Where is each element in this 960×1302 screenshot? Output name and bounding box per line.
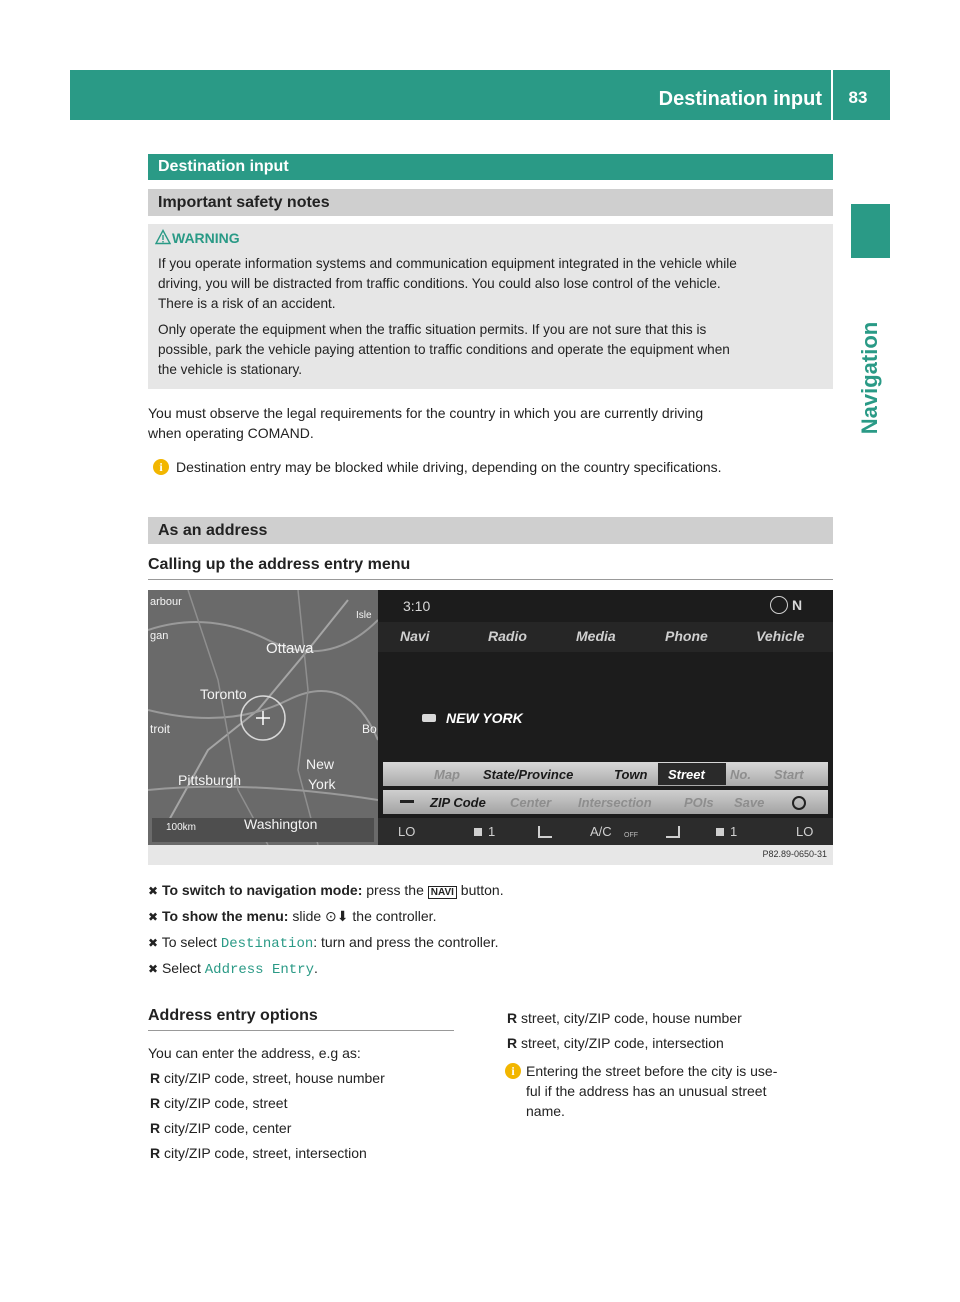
options-intro: You can enter the address, e.g as: [148,1045,361,1061]
step-bold: To show the menu: [161,908,289,924]
tab-phone[interactable]: Phone [665,628,708,644]
safety-heading [148,189,833,216]
list-item-text: city/ZIP code, street [164,1095,288,1111]
bullet: R [507,1010,518,1026]
climate-ac: A/C [590,824,612,839]
map-label: Toronto [200,686,247,702]
search-icon[interactable] [792,796,806,810]
info-icon: i [153,459,169,475]
menu-save[interactable]: Save [734,795,765,810]
step-code: Address Entry [204,962,314,978]
bullet: R [150,1070,161,1086]
map-label: Ottawa [266,640,314,657]
warning-title: WARNING [172,230,240,246]
step-item [148,906,838,932]
warning-line: possible, park the vehicle paying attention to traffic conditions and operate the equipment when [158,342,730,357]
section-heading [148,154,833,180]
map-label: York [308,776,336,792]
right-option-list [507,1008,837,1058]
step-list [148,880,838,984]
tab-media[interactable]: Media [576,628,616,644]
step-item [148,880,838,906]
airflow-icon [666,826,680,838]
map-label: Bo [362,722,377,736]
fan-icon [716,828,724,836]
navi-key-icon: NAVI [428,886,457,899]
compass-icon [770,596,788,614]
map-panel [148,590,378,845]
menu-state-province[interactable]: State/Province [483,767,574,782]
side-chapter-label [852,258,888,498]
menu-street[interactable]: Street [668,767,705,782]
bullet: R [150,1120,161,1136]
step-arrow-icon: ✖ [148,962,159,976]
info-line: ful if the address has an unusual street [526,1083,767,1099]
step-text: Select [161,960,205,976]
map-label: New [306,756,335,772]
map-label: Washington [244,816,318,832]
step-arrow-icon: ✖ [148,936,159,950]
subheading-rule [148,579,833,580]
warning-line: Only operate the equipment when the traffic situation permits. If you are not sure that this is [158,322,707,337]
header-title: Destination input [658,88,822,110]
safety-heading-text: Important safety notes [158,194,330,211]
step-item [148,958,838,984]
options-heading: Address entry options [148,1007,318,1024]
step-text: button. [456,882,504,898]
figure-code: P82.89-0650-31 [762,849,827,859]
map-scale: 100km [166,822,197,833]
comand-display [378,590,833,845]
climate-ac-off: OFF [624,832,638,839]
map-roads [148,590,378,845]
step-bold: To switch to navigation mode: [161,882,363,898]
menu-number[interactable]: No. [730,767,751,782]
step-text: . [313,960,318,976]
comand-screen-figure [148,590,833,865]
bullet: R [150,1145,161,1161]
options-rule [148,1030,454,1031]
warning-line: the vehicle is stationary. [158,362,303,377]
climate-right-temp: LO [796,824,814,839]
step-item [148,932,838,958]
list-item [150,1068,460,1093]
step-arrow-icon: ✖ [148,884,159,898]
list-item [507,1008,837,1033]
list-item-text: city/ZIP code, street, intersection [164,1145,367,1161]
step-text: : turn and press the controller. [313,934,499,950]
warning-paragraph-2 [158,320,830,380]
info-line: Entering the street before the city is use- [526,1063,778,1079]
warning-line: There is a risk of an accident. [158,296,336,311]
menu-map[interactable]: Map [434,767,460,782]
figure-footer [148,845,833,865]
info-line: name. [526,1103,565,1119]
list-item [150,1143,460,1168]
compass-heading: N [792,597,803,613]
menu-town[interactable]: Town [614,767,648,782]
airflow-icon [538,826,552,838]
options-info-note [526,1061,836,1121]
menu-start[interactable]: Start [774,767,804,782]
tab-vehicle[interactable]: Vehicle [756,628,805,644]
step-text: slide [288,908,326,924]
address-heading [148,517,833,544]
warning-triangle-icon [155,229,171,245]
info-note: Destination entry may be blocked while driving, depending on the country specifications. [176,459,722,475]
step-text: the controller. [348,908,437,924]
address-heading-text: As an address [158,522,268,539]
warning-line: driving, you will be distracted from traffic conditions. You could also lose control of the vehicle. [158,276,721,291]
tab-radio[interactable]: Radio [488,628,527,644]
legal-line: You must observe the legal requirements for the country in which you are currently driving [148,405,704,421]
map-label: gan [150,630,169,642]
address-subheading: Calling up the address entry menu [148,556,411,573]
list-item-text: street, city/ZIP code, intersection [521,1035,724,1051]
list-item [150,1118,460,1143]
side-tab-marker [851,204,890,258]
step-text: To select [161,934,221,950]
controller-icon: ⊙⬇ [325,908,349,924]
list-item-text: city/ZIP code, center [164,1120,292,1136]
step-code: Destination [220,936,314,952]
list-item [507,1033,837,1058]
left-option-list [150,1068,460,1168]
step-arrow-icon: ✖ [148,910,159,924]
legal-paragraph [148,403,838,443]
chapter-label-text: Navigation [857,321,882,435]
warning-paragraph-1 [158,254,830,314]
warning-line: If you operate information systems and communication equipment integrated in the vehicle while [158,256,737,271]
menu-center[interactable]: Center [510,795,552,810]
list-item-text: city/ZIP code, street, house number [164,1070,385,1086]
climate-left-fan: 1 [488,824,496,839]
clock: 3:10 [403,598,431,614]
destination-flag-icon [422,714,436,722]
map-label: Pittsburgh [178,772,242,788]
back-arrow-icon[interactable] [400,800,414,803]
menu-intersection[interactable]: Intersection [578,795,652,810]
destination-name: NEW YORK [446,710,523,726]
tab-navi[interactable]: Navi [400,628,430,644]
menu-zip-code[interactable]: ZIP Code [430,795,486,810]
legal-line: when operating COMAND. [148,425,314,441]
header-divider [831,70,833,120]
section-title: Destination input [158,158,289,175]
climate-right-fan: 1 [730,824,738,839]
fan-icon [474,828,482,836]
step-text: press the [362,882,428,898]
list-item [150,1093,460,1118]
map-label: Isle [356,610,372,621]
list-item-text: street, city/ZIP code, house number [521,1010,742,1026]
page-number: 83 [848,88,868,107]
menu-pois[interactable]: POIs [684,795,714,810]
bullet: R [507,1035,518,1051]
bullet: R [150,1095,161,1111]
info-icon: i [505,1063,521,1079]
map-label: arbour [150,596,182,608]
map-label: troit [150,722,171,736]
climate-left-temp: LO [398,824,416,839]
